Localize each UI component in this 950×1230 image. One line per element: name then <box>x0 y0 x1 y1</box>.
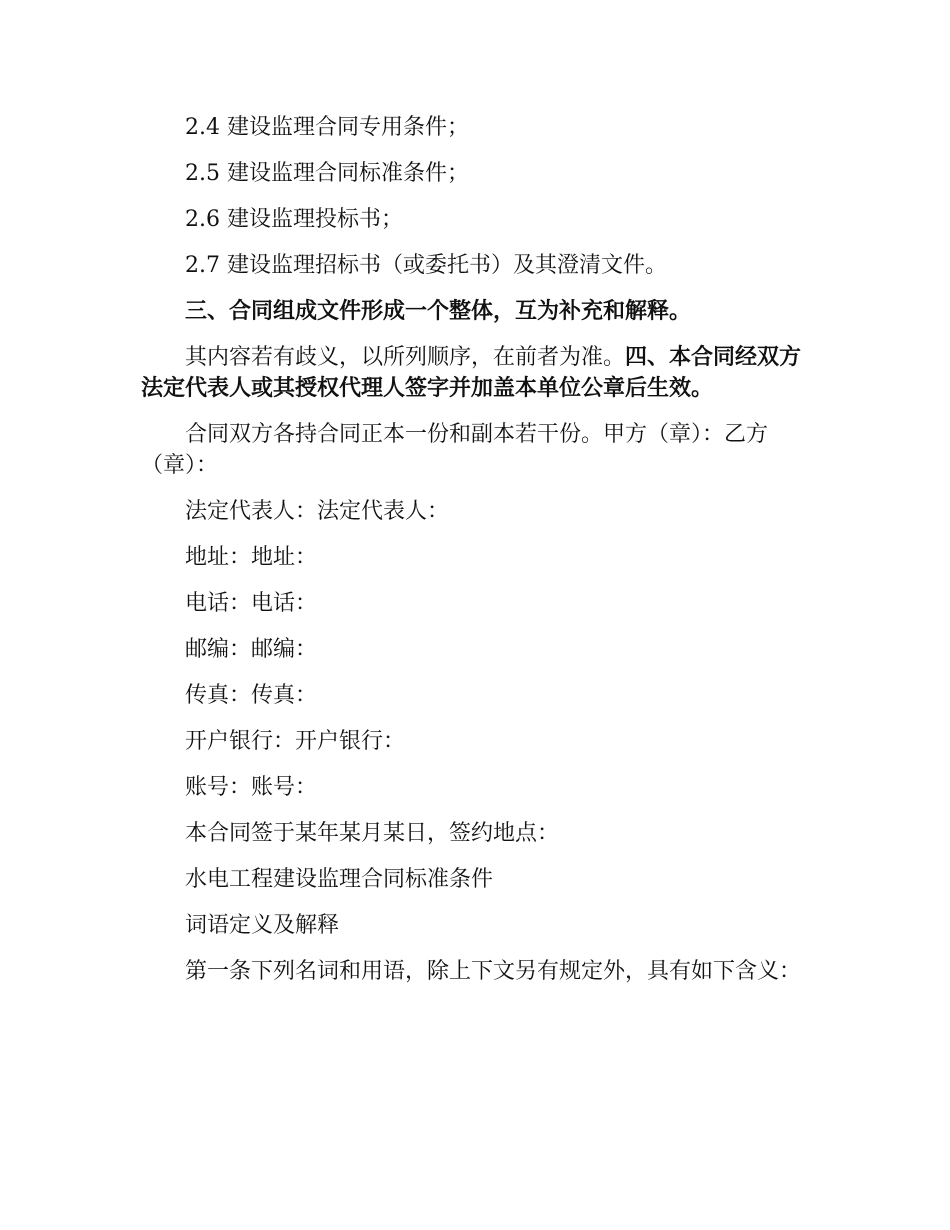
field-postcode: 邮编：邮编： <box>185 637 318 662</box>
order-paragraph <box>141 342 813 404</box>
section-4-heading: 四、本合同经双方法定代表人或其授权代理人签字并加盖本单位公章后生效。 <box>141 345 802 401</box>
list-item-2-6: 2.6 建设监理投标书； <box>185 207 403 232</box>
document-page <box>141 112 813 1002</box>
field-fax: 传真：传真： <box>185 683 318 708</box>
copies-paragraph: 合同双方各持合同正本一份和副本若干份。甲方（章）：乙方（章）： <box>141 422 769 478</box>
conditions-title: 水电工程建设监理合同标准条件 <box>185 867 494 892</box>
field-bank: 开户银行：开户银行： <box>185 729 406 754</box>
field-address: 地址：地址： <box>185 545 318 570</box>
article-1: 第一条下列名词和用语，除上下文另有规定外，具有如下含义： <box>185 959 802 984</box>
definitions-subtitle: 词语定义及解释 <box>185 913 340 938</box>
field-phone: 电话：电话： <box>185 591 318 616</box>
list-item-2-4: 2.4 建设监理合同专用条件； <box>185 115 469 140</box>
list-item-2-7: 2.7 建设监理招标书（或委托书）及其澄清文件。 <box>185 253 667 278</box>
order-text: 其内容若有歧义，以所列顺序，在前者为准。 <box>185 345 626 370</box>
signing-line: 本合同签于某年某月某日，签约地点： <box>185 821 560 846</box>
list-item-2-5: 2.5 建设监理合同标准条件； <box>185 161 469 186</box>
field-account: 账号：账号： <box>185 775 318 800</box>
field-legal-representative: 法定代表人：法定代表人： <box>185 499 450 524</box>
section-3-heading: 三、合同组成文件形成一个整体，互为补充和解释。 <box>185 299 692 324</box>
